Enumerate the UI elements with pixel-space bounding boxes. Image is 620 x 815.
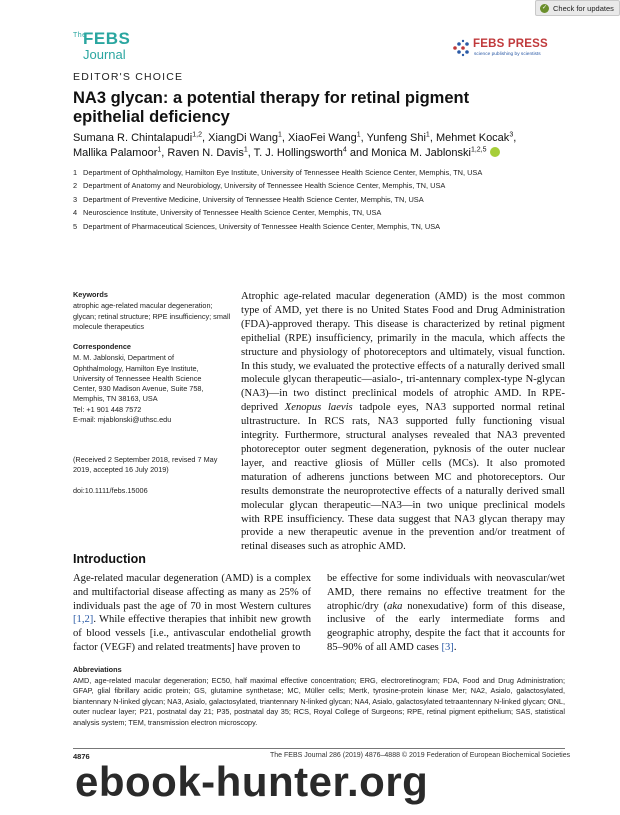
keywords-text: atrophic age-related macular degeneration; glycan; retinal structure; RPE insufficiency; small molecule therapeutics (73, 301, 231, 331)
affiliation-item (73, 206, 573, 219)
author-name: T. J. Hollingsworth (253, 146, 343, 159)
affiliation-number: 1 (73, 168, 78, 177)
author-affiliation-marker: 1,2 (192, 131, 202, 139)
species-name: Xenopus laevis (284, 402, 353, 414)
author-name: Raven N. Davis (167, 146, 244, 159)
affiliation-text: Department of Preventive Medicine, University of Tennessee Health Science Center, Memphis, TN, USA (83, 194, 424, 204)
affiliation-item (73, 193, 573, 206)
affiliation-text: Neuroscience Institute, University of Tennessee Health Science Center, Memphis, TN, USA (83, 208, 382, 218)
author-affiliation-marker: 3 (509, 131, 514, 139)
affiliation-number: 5 (73, 221, 78, 231)
affiliations (73, 166, 573, 233)
correspondence-heading: Correspondence (73, 342, 131, 351)
correspondence-line: Ophthalmology, Hamilton Eye Institute, (73, 363, 199, 373)
abbreviations-heading: Abbreviations (73, 665, 122, 674)
affiliation-number: 3 (73, 194, 78, 204)
watermark: ebook-hunter.org (75, 758, 429, 805)
affiliation-number: 2 (73, 181, 78, 191)
affiliation-item (73, 220, 573, 233)
author-name: Mallika Palamoor (73, 146, 158, 159)
abbreviations-text: AMD, age-related macular degeneration; EC50, half maximal effective concentration; ERG, electroretinogram; FDA, Food and Drug Administration; GFAP, glial fibrillary acidic protein; GS, glutamine synthetase; MC, Müller cells; Mertk, tyrosine-protein kinase Mer; NA2, Asialo, galactosylated, biantennary N-linked glycan; NA3, Asialo, galactosylated, triantennary N-linked glycan; NA4, Asialo, galactosylated tetraantennary N-linked glycan; ONL, outer nuclear layer; P21, postnatal day 21; P35, postnatal day 35; RCS, Royal College of Surgeons; RPE, retinal pigment epithelium; SAS, statistical analysis system; TEM, transmission electron microscopy. (73, 676, 565, 727)
abstract: Atrophic age-related macular degeneration (AMD) is the most common type of AMD, yet there is no United States Food and Drug Administration (FDA)-approved therapy. This disease is characterized by retinal pigment epithelial (RPE) insufficiency, primarily in the macula, which affects the structure and physiology of photoreceptors and ultimately, visual function. In this study, we evaluated the protective effects of a naturally derived small molecule glycan therapeutic—asialo-, tri-antennary complex-type N-glycan (NA3)—in two distinct preclinical models of atrophic AMD. In RPE-deprived Xenopus laevis tadpole eyes, NA3 supported normal retinal ultrastructure. In RCS rats, NA3 supported fully functioning visual integrity. Furthermore, structural analyses revealed that NA3 prevented photoreceptor outer segment degeneration, pyknosis of the outer nuclear layer, and reactive gliosis of Müller cells (MCs). It also promoted maturation of adherens junctions between MC and photoreceptors. Our results demonstrate the neuroprotective effects of a naturally derived small molecular glycan therapeutic—NA3—in two unique preclinical models with RPE insufficiency. These data suggest that NA3 glycan therapy may provide a new therapeutic avenue in the prevention and/or treatment of retinal diseases such as atrophic AMD. (241, 291, 566, 553)
author-list: Sumana R. Chintalapudi$^{1,2}$, XiangDi Wang$^1$, XiaoFei Wang$^1$, Yunfeng Shi$^1$, Mehmet Kocak$^3$, Mallika Palamoor$^1$, Raven N. Davis$^1$, T. J. Hollingsworth$^4$ and Monica M. Jablonski$^{1,2,5}$ (73, 131, 517, 159)
affiliation-text: Department of Anatomy and Neurobiology, University of Tennessee Health Science Center, Memphis, TN, USA (83, 181, 446, 191)
author-name: Monica M. Jablonski (371, 146, 471, 159)
affiliation-text: Department of Pharmaceutical Sciences, University of Tennessee Health Science Center, Memphis, TN, USA (83, 221, 441, 231)
intro-column-left: Age-related macular degeneration (AMD) is a complex and multifactorial disease affecting as many as 25% of individuals past the age of 70 in most Western cultures [1,2]. While effective therapies that inhibit new growth of blood vessels [i.e., antivascular endothelial growth factor (VEGF) and related treatments] have proven to (73, 573, 311, 653)
page-number: 4876 (73, 752, 90, 761)
author-affiliation-marker: 1 (243, 145, 248, 153)
section-label: EDITOR'S CHOICE (73, 71, 184, 83)
author-name: Yunfeng Shi (366, 132, 426, 144)
affiliation-number: 4 (73, 208, 78, 218)
received-dates: (Received 2 September 2018, revised 7 May 2019, accepted 16 July 2019) (73, 455, 218, 475)
correspondence-line: University of Tennessee Health Science (73, 373, 202, 383)
article-title: NA3 glycan: a potential therapy for retinal pigment epithelial deficiency (73, 89, 470, 126)
check-updates-label: Check for updates (553, 3, 614, 13)
author-affiliation-marker: 4 (342, 145, 347, 153)
correspondence-line: Tel: +1 901 448 7572 (73, 404, 142, 414)
author-affiliation-marker: 1 (356, 131, 361, 139)
author-name: XiaoFei Wang (288, 132, 357, 144)
check-updates-icon: ✓ (541, 5, 548, 11)
author-name: Mehmet Kocak (435, 132, 510, 144)
febs-press-logo: FEBS PRESS science publishing by scientists (452, 38, 564, 60)
correspondence-block (73, 342, 233, 425)
affiliation-item (73, 179, 573, 192)
introduction-heading: Introduction (73, 552, 146, 566)
author-affiliation-marker: 1,2,5 (470, 145, 487, 153)
correspondence-email[interactable]: E-mail: mjablonski@uthsc.edu (73, 415, 172, 425)
reference-link[interactable]: [3] (441, 641, 454, 653)
author-affiliation-marker: 1 (278, 131, 282, 139)
footer-divider (73, 748, 565, 749)
doi-link[interactable]: doi:10.1111/febs.15006 (73, 486, 148, 495)
footer-citation: The FEBS Journal 286 (2019) 4876–4888 © 2019 Federation of European Biochemical Societies (270, 752, 571, 759)
affiliation-item (73, 166, 573, 179)
reference-link[interactable]: [1,2] (73, 614, 94, 626)
correspondence-line: M. M. Jablonski, Department of (73, 353, 174, 363)
correspondence-line: Center, 930 Madison Avenue, Suite 758, (73, 384, 204, 394)
febs-press-mark-icon (452, 39, 470, 57)
author-affiliation-marker: 1 (157, 145, 162, 153)
keywords-block (73, 290, 233, 332)
author-affiliation-marker: 1 (425, 131, 430, 139)
intro-column-right: be effective for some individuals with neovascular/wet AMD, there remains no effective treatment for the atrophic/dry (aka nonexudative) form of this disease, inclusive of the early intermediate forms and geographic atrophy, despite the fact that it accounts for 85–90% of all AMD cases [3]. (327, 573, 565, 653)
keywords-heading: Keywords (73, 290, 108, 299)
author-name: XiangDi Wang (208, 132, 279, 144)
febs-journal-logo: The FEBS Journal (73, 29, 131, 62)
orcid-icon[interactable] (490, 147, 500, 157)
correspondence-line: Memphis, TN 38163, USA (73, 394, 158, 404)
author-name: Sumana R. Chintalapudi (73, 132, 193, 144)
check-for-updates-button[interactable] (535, 0, 620, 16)
affiliation-text: Department of Ophthalmology, Hamilton Eye Institute, University of Tennessee Health Science Center, Memphis, TN, USA (83, 168, 483, 177)
